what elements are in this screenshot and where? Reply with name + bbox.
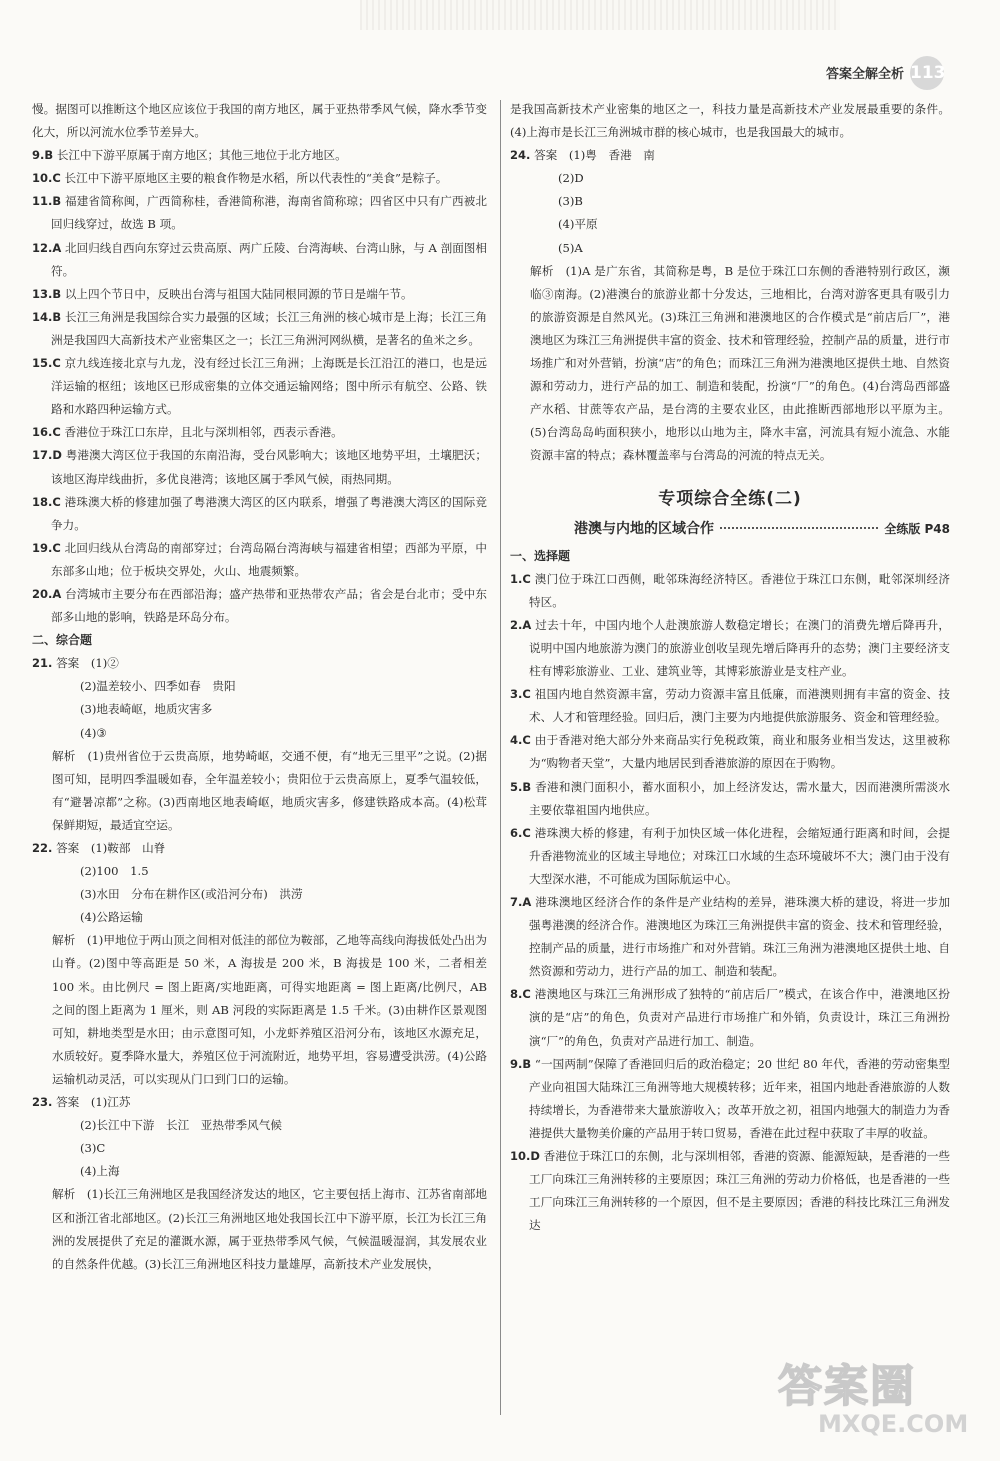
answer-label: 答案 (56, 656, 80, 671)
continued-text (32, 98, 487, 144)
answer-text: 台湾城市主要分布在西部沿海；盛产热带和亚热带农产品；省会是台北市；受中东部多山地的影响，铁路是环岛分布。 (51, 586, 487, 625)
answer-subitem: (2)温差较小、四季如春 贵阳 (80, 679, 236, 694)
answer-item (510, 776, 950, 822)
question-number: 21. (32, 656, 53, 671)
answer-text: 由于香港对绝大部分外来商品实行免税政策，商业和服务业相当发达，这里被称为“购物者天堂”，大量内地居民到香港旅游的原因在于购物。 (529, 733, 950, 771)
right-column (510, 98, 950, 1418)
answer-label: 答案 (56, 841, 80, 855)
section-heading: 二、综合题 (32, 633, 93, 648)
answer-subitem: (3)B (558, 194, 583, 209)
answer-text: 港珠澳地区经济合作的条件是产业结构的差异，港珠澳大桥的建设，将进一步加强粤港澳的经济合作。港澳地区为珠江三角洲提供丰富的资金、技术和管理经验，控制产品的质量，进行市场推广和对外营销。珠江三角洲为港澳地区提供土地、自然资源和劳动力，进行产品的加工、制造和装配。 (529, 895, 950, 979)
answer-text: 港珠澳大桥的修建加强了粤港澳大湾区的区内联系，增强了粤港澳大湾区的国际竞争力。 (51, 494, 487, 532)
answer-item (510, 683, 950, 729)
answer-item (32, 306, 487, 352)
answer-text: 澳门位于珠江口西侧，毗邻珠海经济特区。香港位于珠江口东侧，毗邻深圳经济特区。 (529, 571, 950, 609)
answer-item (510, 891, 950, 983)
right-bottom-block (510, 545, 950, 1238)
answer-text: (1)长江三角洲地区是我国经济发达的地区，它主要包括上海市、江苏省南部地区和浙江省北部地区。(2)长江三角洲地区地处我国长江中下游平原，长江为长江三角洲的发展提供了充足的灌溉水源，属于亚热带季风气候，气候温暖湿润，其发展农业的自然条件优越。(3)长江三角洲地区科技力量雄厚，高新技术产业发展快， (52, 1187, 487, 1271)
answer-text: (1)贵州省位于云贵高原，地势崎岖，交通不便，有“地无三里平”之说。(2)据图可知，昆明四季温暖如春，全年温差较小；贵阳位于云贵高原上，夏季气温较低，有“避暑凉都”之称。(3)西南地区地表崎岖，地质灾害多，修建铁路成本高。(4)松茸保鲜期短，最适宜空运。 (52, 748, 487, 832)
explanation-paragraph (32, 1183, 487, 1275)
special-page-ref: 全练版 P48 (884, 521, 950, 536)
answer-subitem: (5)A (558, 240, 583, 255)
question-number: 15.C (32, 356, 61, 371)
answer-text: 北回归线从台湾岛的南部穿过；台湾岛隔台湾海峡与福建省相望；西部为平原，中东部多山地；位于板块交界处，火山、地震频繁。 (51, 540, 487, 578)
question-number: 1.C (510, 571, 531, 586)
question-number: 8.C (510, 987, 531, 1002)
question-number: 10.D (510, 1149, 540, 1164)
answer-item (510, 822, 950, 891)
question-number: 13.B (32, 286, 62, 301)
answer-item (32, 1091, 487, 1114)
special-subtitle: 港澳与内地的区域合作 (574, 520, 714, 537)
question-number: 7.A (510, 895, 532, 909)
answer-item (510, 983, 950, 1052)
answer-label: 答案 (56, 1095, 80, 1110)
answer-text: 粤港澳大湾区位于我国的东南沿海，受台风影响大；该地区地势平坦，土壤肥沃；该地区海岸线曲折，多优良港湾；该地区属于季风气候，雨热同期。 (51, 448, 487, 486)
question-number: 17.D (32, 448, 62, 463)
special-section-title: 专项综合全练(二) (658, 488, 802, 509)
answer-text: 港珠澳大桥的修建，有利于加快区域一体化进程，会缩短通行距离和时间，会提升香港物流业的区域主导地位；对珠江口水域的生态环境破坏不大；澳门由于没有大型深水港，不可能成为国际航运中心。 (529, 825, 950, 886)
scan-noise-strip (360, 0, 840, 30)
right-top-block (510, 98, 950, 468)
answer-item (510, 1145, 950, 1237)
answer-item (32, 491, 487, 537)
question-number: 19.C (32, 540, 61, 555)
answer-item (32, 144, 487, 167)
answer-text: “一国两制”保障了香港回归后的政治稳定；20 世纪 80 年代，香港的劳动密集型产业向祖国大陆珠江三角洲等地大规模转移；近年来，祖国内地赴香港旅游的人数持续增长，为香港带来大量旅游收入；改革开放之初，祖国内地强大的制造力为香港提供大量物美价廉的产品用于转口贸易，香港在此过程中获取了丰厚的收益。 (529, 1056, 950, 1140)
answer-text: 是我国高新技术产业密集的地区之一，科技力量是高新技术产业发展最重要的条件。(4)上海市是长江三角洲城市群的核心城市，也是我国最大的城市。 (510, 102, 950, 140)
answer-subitem: (2)100 1.5 (80, 864, 149, 879)
answer-text: 长江中下游平原属于南方地区；其他三地位于北方地区。 (56, 148, 347, 163)
explanation-paragraph (510, 260, 950, 468)
answer-item (32, 652, 487, 675)
answer-subitem: (3)地表崎岖，地质灾害多 (80, 702, 213, 717)
answer-text: 福建省简称闽，广西简称桂，香港简称港，海南省简称琼；四省区中只有广西被北回归线穿过，故选 B 项。 (51, 194, 487, 232)
answer-subitem: (3)水田 分布在耕作区(或沿河分布) 洪涝 (80, 887, 303, 902)
answer-text: (1)A 是广东省，其简称是粤，B 是位于珠江口东侧的香港特别行政区，濒临③南海。(2)港澳台的旅游业都十分发达，三地相比，台湾对游客更具有吸引力的旅游资源是自然风光。(3)珠江三角洲和港澳地区的合作模式是“前店后厂”，港澳地区为珠江三角洲提供丰富的资金、技术和管理经验，控制产品的质量，进行市场推广和对外营销，扮演“店”的角色；而珠江三角洲为港澳地区提供土地、自然资源和劳动力，进行产品的加工、制造和装配，扮演“厂”的角色。(4)台湾岛西部盛产水稻、甘蔗等农产品，是台湾的主要农业区，由此推断西部地形以平原为主。(5)台湾岛岛屿面积狭小，地形以山地为主，降水丰富，河流具有短小流急、水能资源丰富的特点；森林覆盖率与台湾岛的河流的特点无关。 (530, 263, 950, 463)
answer-text: (1)鞍部 山脊 (90, 841, 166, 855)
watermark-url: MXQE.COM (818, 1410, 969, 1438)
page-number-badge: 113 (910, 56, 944, 90)
explanation-paragraph (32, 745, 487, 837)
answer-subitem: (2)长江中下游 长江 亚热带季风气候 (80, 1118, 282, 1133)
answer-text: 香港位于珠江口的东侧，北与深圳相邻，香港的资源、能源短缺，是香港的一些工厂向珠江三角洲转移的主要原因；珠江三角洲的劳动力价格低，也是香港的一些工厂向珠江三角洲转移的一个原因，但不是主要原因；香港的科技比珠江三角洲发达 (529, 1149, 950, 1233)
question-number: 6.C (510, 825, 531, 840)
answer-item (32, 444, 487, 490)
answer-subitem: (4)上海 (80, 1164, 120, 1179)
header-title: 答案全解全析 (825, 67, 904, 82)
answer-text: 京九线连接北京与九龙，没有经过长江三角洲；上海既是长江沿江的港口，也是远洋运输的枢纽；该地区已形成密集的立体交通运输网络；图中所示有航空、公路、铁路和水路四种运输方式。 (51, 356, 487, 417)
answer-item (32, 190, 487, 236)
answer-text: 祖国内地自然资源丰富，劳动力资源丰富且低廉，而港澳则拥有丰富的资金、技术、人才和管理经验。回归后，澳门主要为内地提供旅游服务、资金和管理经验。 (529, 687, 950, 725)
question-number: 11.B (32, 194, 62, 209)
answer-text: (1)江苏 (90, 1095, 131, 1110)
answer-subitem: (4)平原 (558, 217, 598, 232)
answer-text: 港澳地区与珠江三角洲形成了独特的“前店后厂”模式，在该合作中，港澳地区扮演的是“店”的角色，负责对产品进行市场推广和外销，负责设计，珠江三角洲扮演“厂”的角色，负责对产品进行加工、制造。 (529, 987, 950, 1048)
question-number: 24. (510, 148, 531, 163)
question-number: 2.A (510, 617, 532, 632)
answer-item (510, 614, 950, 683)
answer-item (32, 537, 487, 583)
answer-subitem: (4)公路运输 (80, 910, 143, 925)
answer-text: 慢。据图可以推断这个地区应该位于我国的南方地区，属于亚热带季风气候，降水季节变化大，所以河流水位季节差异大。 (32, 102, 487, 140)
question-number: 9.B (32, 148, 54, 163)
answer-item (32, 837, 487, 860)
question-number: 22. (32, 841, 53, 855)
answer-item (32, 167, 487, 190)
answer-subitem: (3)C (80, 1141, 106, 1156)
column-divider (500, 100, 501, 1415)
continued-text (510, 98, 950, 144)
leader-dots (720, 527, 878, 529)
page-header (0, 0, 1000, 100)
question-number: 14.B (32, 309, 62, 324)
answer-item (32, 421, 487, 444)
question-number: 23. (32, 1095, 53, 1110)
question-number: 20.A (32, 586, 62, 601)
watermark-big-text: 答案圈 (778, 1361, 916, 1412)
question-number: 5.B (510, 779, 532, 794)
special-subtitle-row (510, 518, 950, 541)
answer-label: 解析 (530, 263, 554, 278)
question-number: 10.C (32, 171, 61, 186)
explanation-paragraph (32, 929, 487, 1091)
answer-item (32, 283, 487, 306)
answer-label: 解析 (52, 748, 76, 763)
answer-text: 香港位于珠江口东岸，且北与深圳相邻，西表示香港。 (64, 425, 343, 440)
answer-text: 长江中下游平原地区主要的粮食作物是水稻，所以代表性的“美食”是粽子。 (64, 171, 448, 186)
answer-text: (1)甲地位于两山顶之间相对低洼的部位为鞍部，乙地等高线向海拔低处凸出为山脊。(2)图中等高距是 50 米，A 海拔是 200 米，B 海拔是 100 米，二者相差 100 米。由比例尺 = 图上距离/实地距离，可得实地距离 = 图上距离/比例尺，AB 之间的图上距离为 1 厘米，则 AB 河段的实际距离是 1.5 千米。(3)由耕作区景观图可知，耕地类型是水田；由示意图可知，小龙虾养殖区沿河分布，该地区水源充足，水质较好。夏季降水量大，养殖区位于河流附近，地势平坦，容易遭受洪涝。(4)公路运输机动灵活，可以实现从门口到门口的运输。 (52, 933, 487, 1086)
answer-item (32, 237, 487, 283)
answer-text: 过去十年，中国内地个人赴澳旅游人数稳定增长；在澳门的消费先增后降再升，说明中国内地旅游为澳门的旅游业创收呈现先增后降再升的态势；澳门主要经济支柱有博彩旅游业、工业、建筑业等，其博彩旅游业是支柱产业。 (529, 617, 950, 679)
answer-item (32, 352, 487, 421)
left-column (32, 98, 487, 1418)
question-number: 16.C (32, 425, 61, 440)
answer-text: (1)② (90, 656, 119, 671)
answer-label: 解析 (52, 1187, 76, 1202)
answer-subitem: (4)③ (80, 725, 107, 740)
answer-item (510, 568, 950, 614)
answer-text: (1)粤 香港 南 (568, 148, 655, 163)
answer-text: 北回归线自西向东穿过云贵高原、两广丘陵、台湾海峡、台湾山脉，与 A 剖面图相符。 (51, 240, 487, 278)
question-number: 18.C (32, 494, 61, 509)
question-number: 3.C (510, 687, 531, 702)
answer-label: 解析 (52, 933, 76, 948)
section-heading: 一、选择题 (510, 548, 571, 563)
answer-text: 以上四个节日中，反映出台湾与祖国大陆同根同源的节日是端午节。 (64, 286, 413, 301)
watermark-logo (778, 1350, 978, 1455)
answer-item (510, 144, 950, 167)
answer-item (510, 729, 950, 775)
answer-item (32, 583, 487, 629)
answer-text: 长江三角洲是我国综合实力最强的区域；长江三角洲的核心城市是上海；长江三角洲是我国四大高新技术产业密集区之一；长江三角洲河网纵横，是著名的鱼米之乡。 (51, 309, 487, 347)
answer-item (510, 1053, 950, 1145)
question-number: 9.B (510, 1056, 532, 1071)
question-number: 4.C (510, 733, 531, 748)
question-number: 12.A (32, 240, 62, 255)
answer-text: 香港和澳门面积小，蓄水面积小，加上经济发达，需水量大，因而港澳所需淡水主要依靠祖国内地供应。 (529, 779, 950, 817)
answer-label: 答案 (534, 148, 558, 163)
answer-subitem: (2)D (558, 171, 584, 186)
